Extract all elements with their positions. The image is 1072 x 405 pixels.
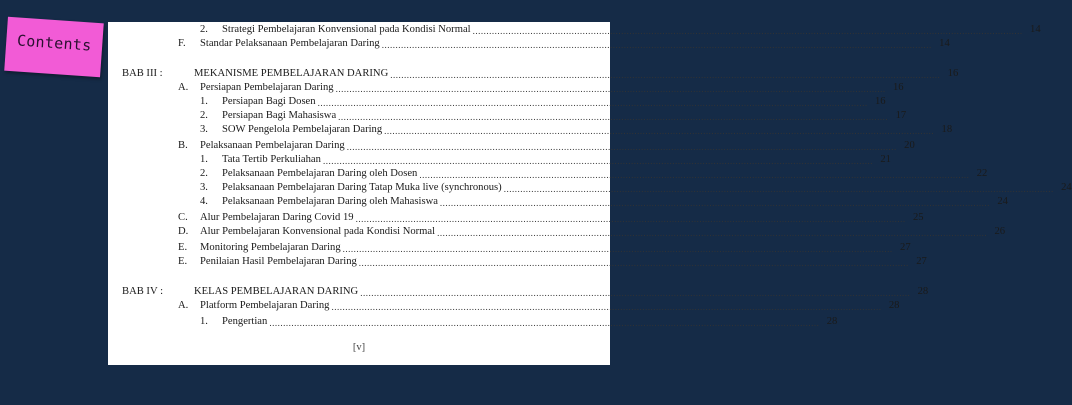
toc-entry-page: 27 [900,242,911,253]
toc-entry-page: 27 [916,256,927,267]
toc-entry-title: Pengertian [222,316,268,327]
toc-entry-label: C. [178,212,188,223]
toc-entry [200,109,907,122]
toc-entry-page: 17 [895,110,907,121]
dot-leader: ........................................................................................................................................................................................................ [419,170,970,180]
dot-leader: ........................................................................................................................................................................................................ [355,214,906,224]
toc-entry-title: Pelaksanaan Pembelajaran Daring oleh Mahasiswa [222,196,438,207]
toc-entry-title: Monitoring Pembelajaran Daring [200,242,341,253]
toc-entry-page: 16 [874,96,886,107]
toc-entry-page: 16 [947,68,959,79]
toc-entry [178,211,924,224]
toc-entry-page: 24 [1061,182,1072,193]
toc-entry-title: Platform Pembelajaran Daring [200,300,330,311]
toc-entry-page: 25 [912,212,924,223]
table-of-contents [108,22,1072,365]
sticky-note-label: Contents [16,31,93,55]
toc-entry-label: BAB III : [122,68,163,79]
toc-entry [200,181,1072,194]
toc-entry-label: 4. [200,196,208,207]
toc-entry-page: 14 [1030,24,1041,35]
toc-entry-page: 22 [976,168,988,179]
toc-entry-label: A. [178,300,189,311]
dot-leader: ........................................................................................................................................................................................................ [342,244,893,254]
toc-entry [200,123,953,136]
toc-entry-label: A. [178,82,189,93]
toc-entry-label: 1. [200,316,208,327]
toc-entry [178,139,915,152]
dot-leader: ........................................................................................................................................................................................................ [335,84,886,94]
toc-entry-title: Pelaksanaan Pembelajaran Daring [200,140,345,151]
toc-entry [178,81,904,94]
toc-entry [122,285,929,298]
dot-leader: ........................................................................................................................................................................................................ [317,98,868,108]
toc-entry [200,315,838,328]
toc-entry [200,195,1008,208]
toc-entry-title: MEKANISME PEMBELAJARAN DARING [194,68,389,79]
toc-entry-page: 26 [994,226,1006,237]
toc-entry-label: 2. [200,24,208,35]
contents-sticky-note [4,17,104,78]
toc-entry [178,241,911,254]
toc-entry-title: Standar Pelaksanaan Pembelajaran Daring [200,38,380,49]
toc-entry-title: Pelaksanaan Pembelajaran Daring Tatap Muka live (synchronous) [222,182,502,193]
toc-entry-title: Tata Tertib Perkuliahan [222,154,321,165]
toc-entry-page: 28 [917,286,929,297]
toc-entry-page: 28 [826,316,838,327]
toc-entry-title: Pelaksanaan Pembelajaran Daring oleh Dosen [222,168,418,179]
toc-entry [178,255,927,268]
dot-leader: ........................................................................................................................................................................................................ [437,228,988,238]
toc-entry-label: 2. [200,168,208,179]
dot-leader: ........................................................................................................................................................................................................ [384,126,935,136]
dot-leader: ........................................................................................................................................................................................................ [381,40,932,50]
dot-leader: ........................................................................................................................................................................................................ [472,26,1023,36]
dot-leader: ........................................................................................................................................................................................................ [338,112,889,122]
dot-leader: ........................................................................................................................................................................................................ [331,302,882,312]
toc-entry [200,23,1041,36]
dot-leader: ........................................................................................................................................................................................................ [503,184,1054,194]
toc-entry-label: 3. [200,182,208,193]
toc-entry-title: SOW Pengelola Pembelajaran Daring [222,124,383,135]
toc-entry [200,167,988,180]
document-page [108,22,1072,365]
toc-entry-page: 21 [880,154,891,165]
toc-entry-label: 3. [200,124,208,135]
dot-leader: ........................................................................................................................................................................................................ [322,156,873,166]
toc-entry-title: Persiapan Bagi Dosen [222,96,316,107]
dot-leader: ........................................................................................................................................................................................................ [358,258,909,268]
page-number: [v] [352,342,366,353]
toc-entry-label: 1. [200,96,208,107]
toc-entry [178,37,950,50]
toc-entry-title: Persiapan Pembelajaran Daring [200,82,334,93]
toc-entry-label: 1. [200,154,208,165]
toc-entry-page: 16 [892,82,904,93]
toc-entry-title: KELAS PEMBELAJARAN DARING [194,286,359,297]
toc-entry-page: 24 [997,196,1008,207]
toc-entry [178,225,1006,238]
toc-entry [200,153,891,166]
dot-leader: ........................................................................................................................................................................................................ [360,288,911,298]
toc-entry-page: 20 [904,140,915,151]
dot-leader: ........................................................................................................................................................................................................ [269,318,820,328]
toc-entry [200,95,886,108]
toc-entry-page: 28 [888,300,900,311]
dot-leader: ........................................................................................................................................................................................................ [390,70,941,80]
toc-entry-label: F. [178,38,186,49]
toc-entry-title: Alur Pembelajaran Konvensional pada Kondisi Normal [200,226,436,237]
toc-entry-label: B. [178,140,188,151]
toc-entry-title: Persiapan Bagi Mahasiswa [222,110,337,121]
dot-leader: ........................................................................................................................................................................................................ [346,142,897,152]
toc-entry-page: 18 [941,124,953,135]
toc-entry-label: D. [178,226,189,237]
toc-entry-title: Penilaian Hasil Pembelajaran Daring [200,256,357,267]
toc-entry [178,299,900,312]
toc-entry-label: E. [178,242,188,253]
toc-entry-label: 2. [200,110,208,121]
toc-entry-title: Alur Pembelajaran Daring Covid 19 [200,212,354,223]
toc-entry [122,67,959,80]
toc-entry-title: Strategi Pembelajaran Konvensional pada Kondisi Normal [222,24,471,35]
toc-entry-label: E. [178,256,188,267]
dot-leader: ........................................................................................................................................................................................................ [439,198,990,208]
toc-entry-label: BAB IV : [122,286,164,297]
toc-entry-page: 14 [939,38,950,49]
